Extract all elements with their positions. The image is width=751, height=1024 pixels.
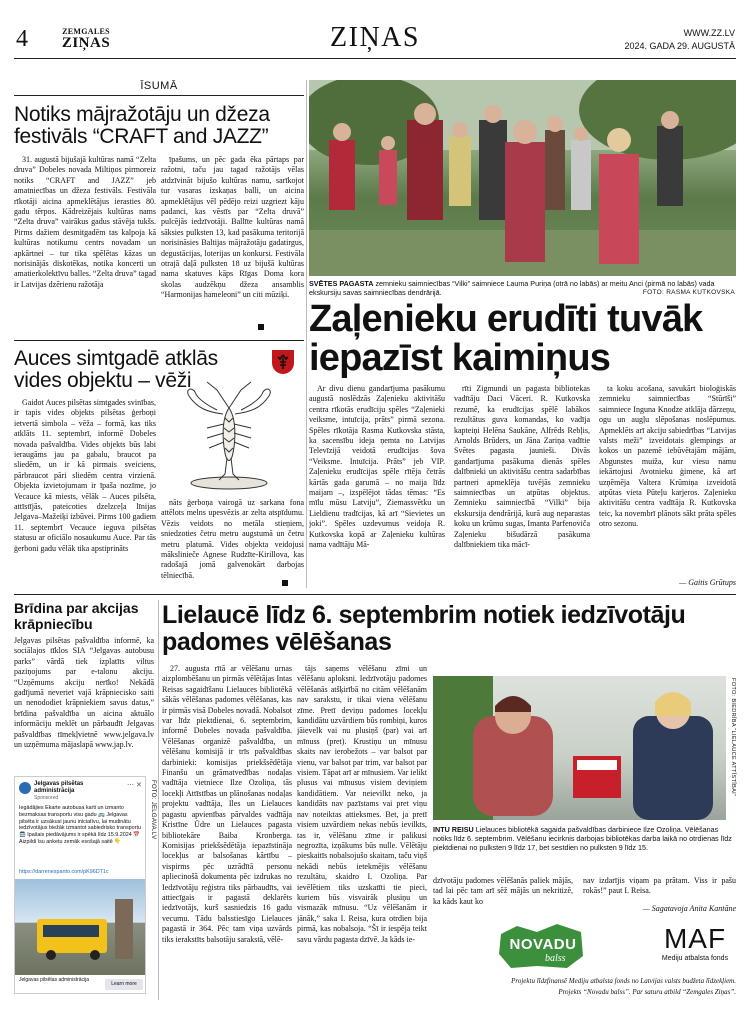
- novadu-logo-sub: balss: [545, 953, 566, 964]
- sidebar-text: Jelgavas pilsētas pašvaldība informē, ka sociālajos tīklos SIA “Jelgavas autobusu parks” vārdā tiek izplatīts viltus paziņojums par e-talonu akciju. “Uzņēmums akciju nerīko! Nekādā gadījumā neveriet vajā krāpniecisko saiti un nenododiet krāpniekiem savus datus,” brīdina pašvaldība un aicina aktuālo informāciju meklēt un pārbaudīt Jelgavas pašvaldības tīmekļvietnē www.jelgava.lv un uzņēmuma mājaslapā www.jap.lv.: [14, 636, 154, 750]
- section-title: ZIŅAS: [330, 22, 420, 53]
- page-number: 4: [16, 26, 28, 52]
- main-article-byline: — Gaitis Grūtups: [679, 578, 736, 587]
- bottom-headline: Lielaucē līdz 6. septembrim notiek iedzīvotāju padomes vēlēšanas: [162, 601, 686, 656]
- crayfish-sketch-image: [167, 378, 292, 496]
- bottom-article-col3: dzīvotāju padomes vēlēšanās paliek mājās, tad lai pēc tam arī sēž mājās un nekritizē, ka kāds kaut ko: [433, 876, 573, 906]
- website-link[interactable]: WWW.ZZ.LV: [683, 28, 735, 38]
- isuma-mid-rule: [14, 340, 304, 341]
- main-article-col1: Ar divu dienu gandarījuma pasākumu augustā noslēdzās Zaļenieku aktivitāšu centra rīkotās erudīciju spēles “Zaļenieki veiksme, intuīcija, prāts” pirmā sezona. Spēles rīkotāja Rasma Kutkovska stāsta, ka sacensību ideja ņemta no Latvijas Televīzijā veidotā erudīcijas šova “Veiksme. Intuīcija. Prāts” jeb VIP. Zaļenieku erudīcijas spēle rītēja četrās kārtās gada garumā – no maija līdz maijam –, izspēlējot tādas tēmas: “Es mīlu mūsu Latviju”, Ziemassvētku un Lieldienu tradīcijas, kā arī “Sievietes un joki”. Spēles uzdevumus veidoja R. Kutkovska kopā ar Zaļenieku kultūras nama vadītāju Mā-: [309, 384, 445, 550]
- fb-page-avatar: [19, 782, 31, 794]
- article1-headline: Notiks mājražotāju un džeza festivāls “CRAFT and JAZZ”: [14, 103, 270, 148]
- novadu-balss-logo: [497, 922, 587, 972]
- bottom-article-col4: nav izdarījis viņam pa prātam. Viss ir pašu rokās!” paut I. Reisa.: [583, 876, 736, 896]
- fb-post-link[interactable]: https://darrenespanto.com/pK96DT1c: [19, 869, 109, 875]
- bottom-photo-credit: FOTO: BIEDRĪBA “LIELAUCE ATTĪSTĪBAI”: [730, 678, 736, 797]
- maf-logo: [655, 924, 735, 972]
- article2-col1: Gaidot Auces pilsētas simtgades svinības, ir tapis vides objekts pilsētas ģerboņi ietvertā simbola – vēža – formā, kas tiks atklāts 11. septembrī, informē Dobeles novada pašvaldība. Vides objekts būs labi ieraugāms jau pa gabalu, braucot pa sliedēm, un ir kā pirmais sveiciens, pārbraucot pāri sliedēm centra virzienā. Objekta izvietojumam ir īpaša nozīme, jo Vecauce kā miests, vēlāk – Auces pilsēta, attīstījās, pateicoties dzelzceļa līnijas Jelgava–Mažeiķi izbūvei. Pirms 100 gadiem 11. septembrī Vecauce ieguva pilsētas statusu ar oficiālo nosaukumu Auce. Par tās ģerboni gadu vēlāk tika apstiprināts: [14, 398, 156, 553]
- issue-date: 2024. GADA 29. AUGUSTĀ: [624, 41, 735, 51]
- main-article-col2: rīti Zigmundi un pagasta bibliotekas vadītāju Daci Vāceri. R. Kutkovska rezumē, ka erudīcijas spēlē labākos rezultātus guva komandas, ko vadīja kapteiņi Helēna Saukāne, Alfrēds Rebļis, Arnolds Brūders, un Jāna Zariņa vadītie Svētes pagasta jaunieši. Divās gandarījuma pasākuma dienās spēles dalībnieki un aktivitāšu centra sadarbības partneri apmeklēja tuvējās zemnieku saimniecības un atpūtas objektus. Zemnieku saimniecībā “Vilki” bija ekskursija dendrārijā, kurā aug neparastas koku un krūmu sugas, Imanta Parfenoviča Zaļenieku bišudārzā pasākuma dalībniekiem tika mācī-: [454, 384, 590, 550]
- novadu-logo-main: NOVADU: [509, 936, 577, 953]
- article1-end-mark: [258, 324, 264, 330]
- article2-col2: nāts ģerboņa vairogā uz sarkana fona attēlots melns upesvēzis ar zelta atspīdumu. Vēzis veidots no metāla stieņiem, sniedzoties četru metru augstumā un četru metru platumā. Vides objekta veidojusi mākslinieče Agnese Rudzīte-Kirillova, kas radošajā jomā galvenokārt darbojas tēlniecībā.: [161, 498, 304, 580]
- footer-note2: Projekts “Novadu balss”. Par saturu atbild “Zemgales Ziņas”.: [558, 988, 736, 996]
- fb-page-name[interactable]: Jelgavas pilsētas administrācija: [34, 781, 84, 794]
- maf-logo-sub: Mediju atbalsta fonds: [661, 955, 729, 962]
- fb-sponsored-label: Sponsored: [34, 795, 59, 801]
- fb-bus-image: [15, 879, 146, 975]
- bottom-photo-caption: [433, 825, 736, 852]
- section-divider: [14, 594, 736, 595]
- auce-coat-of-arms-icon: [272, 350, 294, 374]
- main-article-col3: ta koku acošana, savukārt bioloģiskās zemnieku saimniecības “Stūrīši” saimniece Inguna Knodze atklāja dārzeņu, ogu un augļu slēpošanas noslēpumus. Apmeklēts arī akciju sabiedrības “Latvijas valsts meži” izveidotais glempings ar kokos un pazemē iebūvētajām mājām, Abgunstes muiža, kur viesu namu iekārtojusi Avotnieku ģimene, kā arī uzņēmēja Valtera Krūmiņa izveidotā atpūtas vieta Pūteļu karjeros. Zaļenieku aktivitāšu centra vadītāja R. Kutkovska teic, ka novembrī plānots sākt prāta spēles otro sezonu.: [599, 384, 736, 529]
- fb-more-icon[interactable]: ⋯ ✕: [127, 782, 142, 789]
- fb-learn-more-button[interactable]: Learn more: [105, 979, 143, 990]
- newspaper-logo: [58, 28, 114, 51]
- main-photo-credit: FOTO: RASMA KUTKOVSKA: [642, 289, 735, 296]
- main-headline: Zaļenieku erudīti tuvāk iepazīst kaimiņus: [309, 298, 703, 379]
- fb-post-text: Iegādājies Ekarte autobusa karti un izmanto bezmaksas transportu visu gadu 🚌 Jelgavas pilsēta ir uzsākusi jaunu iniciatīvu, lai mudinātu iedzīvotājus biežāk izmantot sabiedrisko transportu 🚍 Ipašais piedāvājums ir spēkā līdz 15.9.2024 📅 Aizpildi īsu anketu zemāk esošajā saitē 👇: [19, 805, 141, 845]
- isuma-rule: [14, 95, 304, 96]
- facebook-ad-screenshot: [14, 776, 146, 994]
- article2-headline: Auces simtgadē atklās vides objektu – vēži: [14, 347, 218, 392]
- logo-top: ZEMGALES: [62, 27, 110, 36]
- vertical-divider-top: [306, 80, 307, 588]
- bottom-article-col2: tājs saņems vēlēšanu zīmi un vēlēšanu aploksni. Iedzīvotāju padomes vēlēšanās atšķirībā no citām vēlēšanām nav sarakstu, ir tikai viena vēlēšanu zīme. Pretī deviņu padomes locekļu kandidātu uzvārdiem būs rombiņi, kuros jāievelk vai nu plusiņš (par) vai arī mīnuss (pret). Krustiņu un mīnusu skaits nav ierobežots – var balsot par vienu, var balsot par trim, var balsot par visiem. Tāpat arī ar mīnusiem. Var ielikt plusus vai mīnusus visiem deviņiem kandidātiem. Var neievilkt neko, ja kandidāts nav pazīstams vai pret viņu nav noteiktas attieksmes. Bet, ja pretī visiem uzvārdiem nekas nebūs ievilkts, tas ir, vēlēšanu zīme ir palikusi negrozīta, izņākums būs nulle. Vēlētāju pieskaitīs nobalsojušo skaitam, taču viņš nekādi nebūs ietekmējis vēlēšanu rezultātu, skaidro I. Ozoliņa. Par ievēlētiem tiks uzskatīti tie pieci, kuriem būs visvairāk plusiņu un vismazāk mīnusu. “Uz vēlēšanām ir jānāk,” saka I. Reisa, kura otrdien bija pirmā, kas nobalsoja. “Šī ir iespēja teikt savu vārdu pagasta dzīvē. Ja kāds ie-: [297, 664, 427, 944]
- sidebar-headline: Brīdina par akcijas krāpniecību: [14, 600, 139, 632]
- fb-footer-name: Jelgavas pilsētas administrācija: [19, 977, 90, 983]
- article1-col1: 31. augustā bijušajā kultūras namā “Zelta druva” Dobeles novada Miltiņos pirmoreiz notiks “CRAFT and JAZZ” jeb amatniecības un džeza festivāls. Festivāla rīkotāji aicina apmeklētājus ierasties 80. gadu tērpos. Kādreizējais kultūras nams “Zelta druva” vairākus gadus stāvēja tukšs. Pirms dažiem desmitgadēm tas kalpoja kā kultūras notikumu centrs novadam un apkārtnei – tur tika spēlētas kāzas un norisinājās diskotēkas, notika koncerti un amatierkolektīvu balles. “Zelta druva” tagad ir Latvijas dzērienu ražotāja: [14, 155, 156, 289]
- vertical-divider-bottom: [158, 600, 159, 1000]
- article1-col2: īpašums, un pēc gada ēka pārtaps par ražotni, taču jau tagad ražotājs vēlas atdzīvināt bijušo kultūras namu, sarīkojot tur vasaras izskaņas balli, un aicina apmeklētājus vēl pēdējo reizi uzgriezt kāju padanci, kas vēstīs par “Zelta druvā” pulcējās iedzīvotāji. Ballīte kultūras namā sāksies pulksten 13, kad pasākuma teritorijā norisināsies Baltijas mājražotāju gadatirgus, degustācijas, loterijas un konkursi. Festivāla otrajā daļā pulksten 18 uz bijušā kultūras nama skatuves kāps Rīgas Doma kora skolas audzēkņu džeza ansamblis “Harmonijas hameleoni” un citi mūziķi.: [161, 155, 304, 300]
- bottom-article-col1: 27. augusta rītā ar vēlēšanu urnas aizplombēšanu un pirmās vēlētājas Intas Reisas sagaidīšanu Lielauces bibliotēkā sākās vēlēšanas padomes vēlēšanas, kas ir pirmās visā Dobeles novadā. Nobalsot var līdz piektdienai, 6. septembrim, informē Dobeles novada pašvaldība. Vēlēšanas organizē pašvaldība, un vēlēšanu komisijā ir trīs pašvaldības darbinieki: komisijas priekšsēdētāja Finanšu un grāmatvedības nodaļas vadītāja vietniece Ilze Ozoliņa, tās locekļi Attīstības un plānošanas nodaļas projektu vadītāja, Iles un Lielauces pagastu apvienības pārvaldes vadītāja Kristīne Ūdre un Lielauces pagasta bibliotekāre Baiba Kronberga. Komisijas priekšsēdētāja iepazīstināja locekļus ar balsošanas kārtību – vispirms pēc uzrādītā personu apliecinošā dokumenta pēc izdrukas no Iedzīvotāju reģistra tiks pārbaudīts, vai attiecīgais ir pagastā deklarēts iedzīvotājs, kurš sasniedzis 16 gadu vecumu. Tādu balsstiesīgo Lielauces pagastā ir 364. Pēc tam viņa uzvārds tiks ierakstīts balsotāju sarakstā, vēlē-: [162, 664, 292, 944]
- fb-photo-credit: FOTO: JELGAVA.LV: [150, 780, 156, 840]
- bottom-photo-caption-lead: INTU REISU: [433, 825, 474, 834]
- footer-note1: Projektu līdzfinansē Mediju atbalsta fonds no Latvijas valsts budžeta līdzekļiem.: [511, 977, 736, 985]
- main-photo-caption-text: zemnieku saimniecības “Vilki” saimniece Lauma Puriņa (otrā no labās) ar meitu Anci (pirmā no labās) vada ekskursiju savas saimniecības dendrārijā.: [309, 279, 715, 297]
- maf-logo-main: MAF: [663, 923, 727, 954]
- main-photo: [309, 80, 736, 276]
- bottom-photo: [433, 676, 726, 820]
- logo-bottom: ZIŅAS: [61, 35, 111, 51]
- main-photo-caption-lead: SVĒTES PAGASTA: [309, 279, 374, 288]
- bottom-article-byline: — Sagatavoja Anita Kantāne: [642, 904, 736, 913]
- isuma-label: ĪSUMĀ: [140, 80, 178, 92]
- header-rule: [14, 58, 736, 59]
- bottom-photo-caption-text: Lielauces bibliotēkā sagaida pašvaldības darbiniece Ilze Ozoliņa. Vēlēšanas notiks līdz 6. septembrim. Vēlēšanu iecirknis darbojas bibliotēkas darba laikā no otrdienas līdz piektdienai no pulksten 9 līdz 17, bet sestdien no pulksten 9 līdz 15.: [433, 825, 732, 852]
- article2-end-mark: [282, 580, 288, 586]
